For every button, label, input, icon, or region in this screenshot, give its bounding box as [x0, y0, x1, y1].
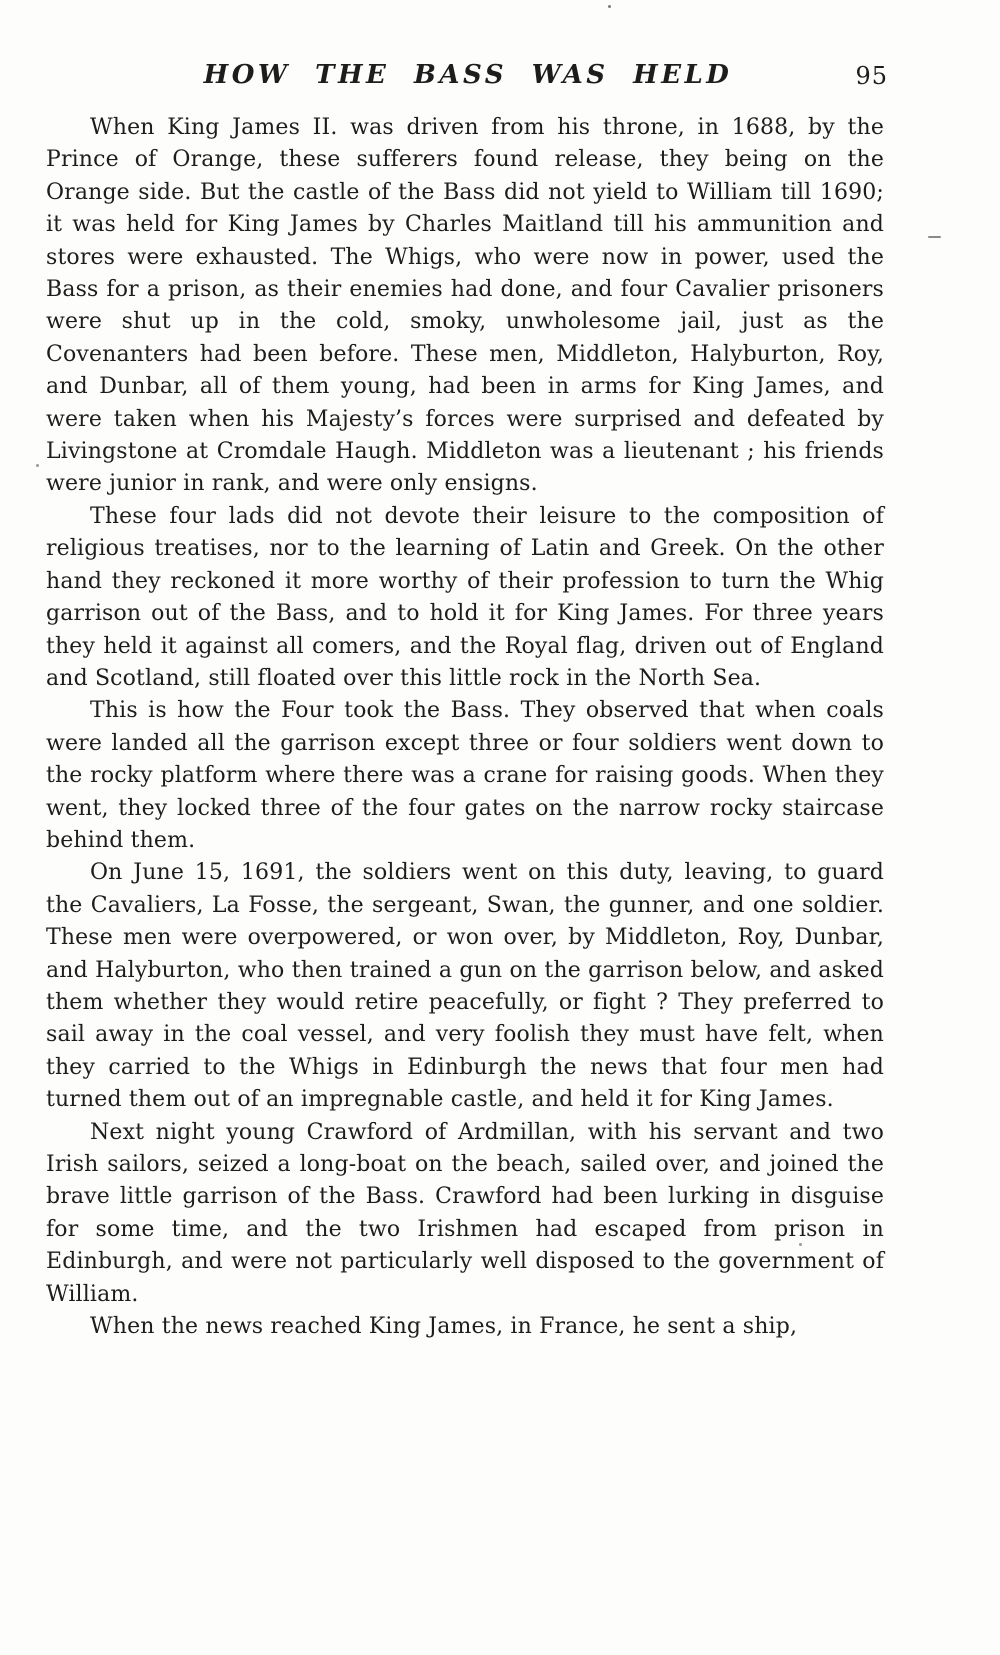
- scan-speck-top: [608, 5, 611, 8]
- page-body: [46, 112, 884, 1343]
- paragraph-4: On June 15, 1691, the soldiers went on this duty, leaving, to guard the Cavaliers, La Fosse, the sergeant, Swan, the gunner, and one soldier. These men were overpowered, or won over, by Middleton, Roy, Dunbar, and Halyburton, who then trained a gun on the garrison below, and asked them whether they would retire peacefully, or fight ? They preferred to sail away in the coal vessel, and very foolish they must have felt, when they carried to the Whigs in Edinburgh the news that four men had turned them out of an impregnable castle, and held it for King James.: [46, 860, 884, 1113]
- paragraph-6: When the news reached King James, in France, he sent a ship,: [90, 1314, 798, 1340]
- page-number: 95: [855, 62, 888, 90]
- scan-mark-right-margin: [928, 236, 941, 238]
- paragraph-5: Next night young Crawford of Ardmillan, with his servant and two Irish sailors, seized a long-boat on the beach, sailed over, and joined the brave little garrison of the Bass. Crawford had been lurking in disguise for some time, and the two Irishmen had escaped from prison in Edinburgh, and were not particularly well disposed to the government of William.: [46, 1119, 884, 1307]
- chapter-title: HOW THE BASS WAS HELD: [203, 60, 733, 90]
- scan-speck-left-margin: [36, 464, 39, 467]
- paragraph-3: This is how the Four took the Bass. They observed that when coals were landed all the garrison except three or four soldiers went down to the rocky platform where there was a crane for raising goods. When they went, they locked three of the four gates on the narrow rocky staircase behind them.: [46, 698, 884, 853]
- paragraph-2: These four lads did not devote their leisure to the composition of religious treatises, nor to the learning of Latin and Greek. On the other hand they reckoned it more worthy of their profession to turn the Whig garrison out of the Bass, and to hold it for King James. For three years they held it against all comers, and the Royal flag, driven out of England and Scotland, still floated over this little rock in the North Sea.: [46, 503, 884, 691]
- paragraph-1: When King James II. was driven from his throne, in 1688, by the Prince of Orange, these sufferers found release, they being on the Orange side. But the castle of the Bass did not yield to William till 1690; it was held for King James by Charles Maitland till his ammunition and stores were exhausted. The Whigs, who were now in power, used the Bass for a prison, as their enemies had done, and four Cavalier prisoners were shut up in the cold, smoky, unwholesome jail, just as the Covenanters had been before. These men, Middleton, Halyburton, Roy, and Dunbar, all of them young, had been in arms for King James, and were taken when his Majesty’s forces were surprised and defeated by Livingstone at Cromdale Haugh. Middleton was a lieutenant ; his friends were junior in rank, and were only ensigns.: [46, 115, 884, 497]
- running-header: [48, 60, 888, 96]
